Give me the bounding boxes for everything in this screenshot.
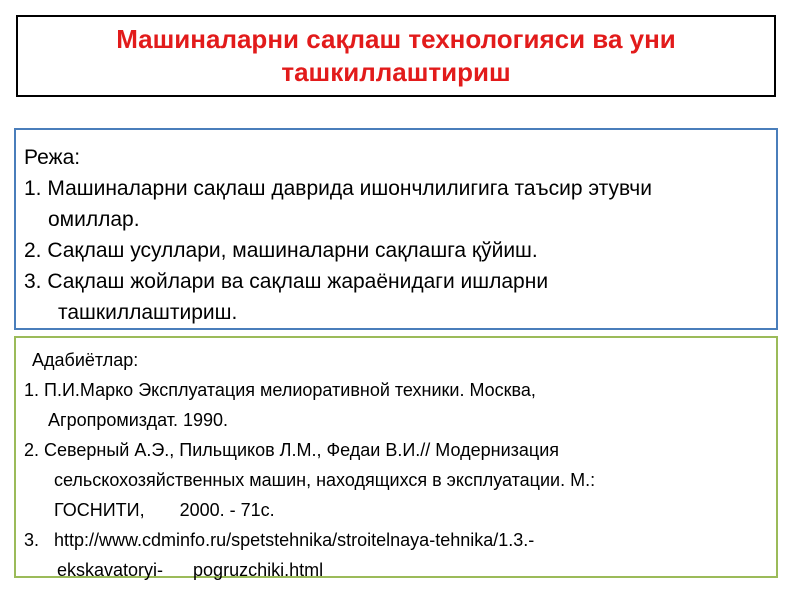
- slide-title-line-2: ташкиллаштириш: [281, 57, 511, 87]
- plan-heading: Режа:: [24, 146, 81, 169]
- plan-item-1-line-2: омиллар.: [48, 208, 140, 231]
- reference-1-line-2: Агропромиздат. 1990.: [48, 410, 229, 430]
- references-heading: Адабиётлар:: [32, 350, 139, 370]
- plan-box: [14, 128, 778, 330]
- reference-2-line-2: сельскохозяйственных машин, находящихся в эксплуатации. М.:: [54, 470, 596, 490]
- plan-item-1-line-1: 1. Машиналарни сақлаш даврида ишончлилигига таъсир этувчи: [24, 177, 652, 200]
- plan-item-3-line-1: 3. Сақлаш жойлари ва сақлаш жараёнидаги ишларни: [24, 270, 549, 293]
- slide-title-line-1: Машиналарни сақлаш технологияси ва уни: [116, 24, 676, 54]
- reference-1-line-1: 1. П.И.Марко Эксплуатация мелиоративной техники. Москва,: [24, 380, 536, 400]
- reference-3-line-2[interactable]: ekskavatoryi- pogruzchiki.html: [57, 560, 324, 580]
- plan-item-2-line-1: 2. Сақлаш усуллари, машиналарни сақлашга қўйиш.: [24, 239, 538, 262]
- plan-item-3-line-2: ташкиллаштириш.: [58, 301, 238, 324]
- reference-3-line-1[interactable]: 3. http://www.cdminfo.ru/spetstehnika/stroitelnaya-tehnika/1.3.-: [24, 530, 535, 550]
- references-box: [14, 336, 778, 578]
- reference-2-line-1: 2. Северный А.Э., Пильщиков Л.М., Федаи В.И.// Модернизация: [24, 440, 560, 460]
- title-box: [16, 15, 776, 97]
- reference-2-line-3: ГОСНИТИ, 2000. - 71с.: [54, 500, 275, 520]
